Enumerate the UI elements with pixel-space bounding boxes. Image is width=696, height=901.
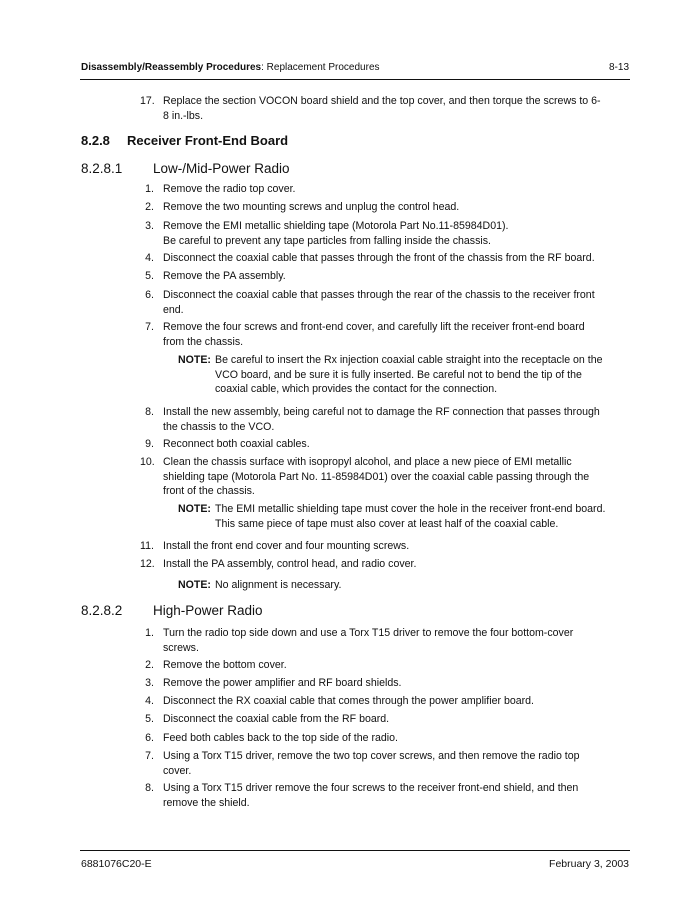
note-label: NOTE: <box>178 354 211 366</box>
section-number: 8.2.8 <box>81 133 110 148</box>
list-item <box>140 405 630 434</box>
list-item <box>140 437 630 452</box>
page-number: 8-13 <box>608 62 629 73</box>
note-text: VCO board, and be sure it is fully inserted. Be careful not to bend the tip of the <box>215 368 582 381</box>
list-item <box>140 557 630 572</box>
list-item <box>140 320 630 349</box>
step-text: cover. <box>163 764 192 777</box>
step-text: Remove the four screws and front-end cover, and carefully lift the receiver front-end board <box>163 321 585 333</box>
subsection-title: Low-/Mid-Power Radio <box>153 161 290 176</box>
list-item <box>140 288 630 317</box>
list-item <box>140 731 630 746</box>
step-number: 11. <box>140 540 154 552</box>
step-number: 3. <box>145 677 154 689</box>
section-heading <box>81 133 288 149</box>
step-text: Remove the PA assembly. <box>163 270 286 282</box>
step-text: Remove the two mounting screws and unplug the control head. <box>163 201 460 213</box>
subsection-number: 8.2.8.2 <box>81 603 123 618</box>
step-number: 8. <box>145 406 154 418</box>
subsection-title: High-Power Radio <box>153 603 263 618</box>
step-text: Replace the section VOCON board shield and the top cover, and then torque the screws to 6- <box>163 95 601 107</box>
step-number: 7. <box>145 750 154 762</box>
note-label: NOTE: <box>178 503 211 515</box>
step-number: 2. <box>145 201 154 213</box>
step-number: 17. <box>140 95 155 107</box>
step-text: Disconnect the coaxial cable from the RF board. <box>163 713 390 725</box>
list-item <box>140 781 630 810</box>
note-label: NOTE: <box>178 579 211 591</box>
step-number: 7. <box>145 321 154 333</box>
step-number: 5. <box>145 270 154 282</box>
step-number: 4. <box>145 695 154 707</box>
step-number: 5. <box>145 713 154 725</box>
step-text: remove the shield. <box>163 796 250 809</box>
list-item <box>140 658 630 673</box>
step-number: 6. <box>145 732 154 744</box>
page-header <box>81 61 629 75</box>
subsection-number: 8.2.8.1 <box>81 161 123 176</box>
step-number: 2. <box>145 659 154 671</box>
step-text: 8 in.-lbs. <box>163 109 204 122</box>
note-text: coaxial cable, which provides the contact for the connection. <box>215 383 498 396</box>
footer-rule <box>80 850 630 851</box>
list-item <box>140 712 630 727</box>
note-text: No alignment is necessary. <box>215 579 342 591</box>
list-item <box>140 200 630 215</box>
list-item <box>140 455 630 499</box>
note-text: Be careful to insert the Rx injection coaxial cable straight into the receptacle on the <box>215 354 603 366</box>
step-text: Disconnect the coaxial cable that passes through the rear of the chassis to the receiver front <box>163 289 595 301</box>
publish-date: February 3, 2003 <box>549 858 629 870</box>
list-item <box>140 539 630 554</box>
step-number: 8. <box>145 782 154 794</box>
step-text: screws. <box>163 641 199 654</box>
step-text: Remove the power amplifier and RF board shields. <box>163 677 402 689</box>
note <box>178 353 630 397</box>
step-text: Disconnect the coaxial cable that passes through the front of the chassis from the RF board. <box>163 252 595 264</box>
header-rule <box>80 79 630 80</box>
step-number: 1. <box>145 627 154 639</box>
subsection-heading <box>81 603 263 619</box>
step-text: Remove the bottom cover. <box>163 659 287 671</box>
step-text: Install the PA assembly, control head, and radio cover. <box>163 558 417 570</box>
note-text: The EMI metallic shielding tape must cover the hole in the receiver front-end board. <box>215 503 606 515</box>
header-title-bold: Disassembly/Reassembly Procedures <box>81 62 262 73</box>
step-text: Turn the radio top side down and use a Torx T15 driver to remove the four bottom-cover <box>163 627 574 639</box>
step-text: shielding tape (Motorola Part No. 11-85984D01) over the coaxial cable passing through the <box>163 470 590 483</box>
step-text: Remove the EMI metallic shielding tape (Motorola Part No.11-85984D01). <box>163 220 509 232</box>
step-text: from the chassis. <box>163 335 244 348</box>
list-item <box>140 219 630 248</box>
step-text: Install the new assembly, being careful not to damage the RF connection that passes through <box>163 406 600 418</box>
step-number: 12. <box>140 558 155 570</box>
step-text: Using a Torx T15 driver, remove the two top cover screws, and then remove the radio top <box>163 750 580 762</box>
step-number: 4. <box>145 252 154 264</box>
step-number: 1. <box>145 183 154 195</box>
note-text: This same piece of tape must also cover at least half of the coaxial cable. <box>215 517 559 530</box>
step-text: Be careful to prevent any tape particles from falling inside the chassis. <box>163 234 491 247</box>
list-item <box>140 251 630 266</box>
step-text: Install the front end cover and four mounting screws. <box>163 540 410 552</box>
doc-number: 6881076C20-E <box>81 858 152 870</box>
step-text: the chassis to the VCO. <box>163 420 275 433</box>
list-item <box>140 626 630 655</box>
step-number: 3. <box>145 220 154 232</box>
step-text: Reconnect both coaxial cables. <box>163 438 310 450</box>
step-text: Using a Torx T15 driver remove the four screws to the receiver front-end shield, and then <box>163 782 579 794</box>
header-title-rest: : Replacement Procedures <box>261 62 380 73</box>
note <box>178 502 630 531</box>
list-item <box>140 676 630 691</box>
list-item <box>140 94 630 123</box>
subsection-heading <box>81 161 290 177</box>
note <box>178 578 630 593</box>
page-footer <box>81 857 629 871</box>
step-text: front of the chassis. <box>163 485 255 498</box>
step-number: 6. <box>145 289 154 301</box>
step-number: 9. <box>145 438 154 450</box>
step-text: Clean the chassis surface with isopropyl alcohol, and place a new piece of EMI metallic <box>163 456 572 468</box>
step-text: end. <box>163 303 184 316</box>
step-number: 10. <box>140 456 155 468</box>
list-item <box>140 269 630 284</box>
step-text: Remove the radio top cover. <box>163 183 296 195</box>
list-item <box>140 694 630 709</box>
list-item <box>140 749 630 778</box>
step-text: Disconnect the RX coaxial cable that comes through the power amplifier board. <box>163 695 534 707</box>
step-text: Feed both cables back to the top side of the radio. <box>163 732 398 744</box>
list-item <box>140 182 630 197</box>
section-title: Receiver Front-End Board <box>127 133 289 148</box>
